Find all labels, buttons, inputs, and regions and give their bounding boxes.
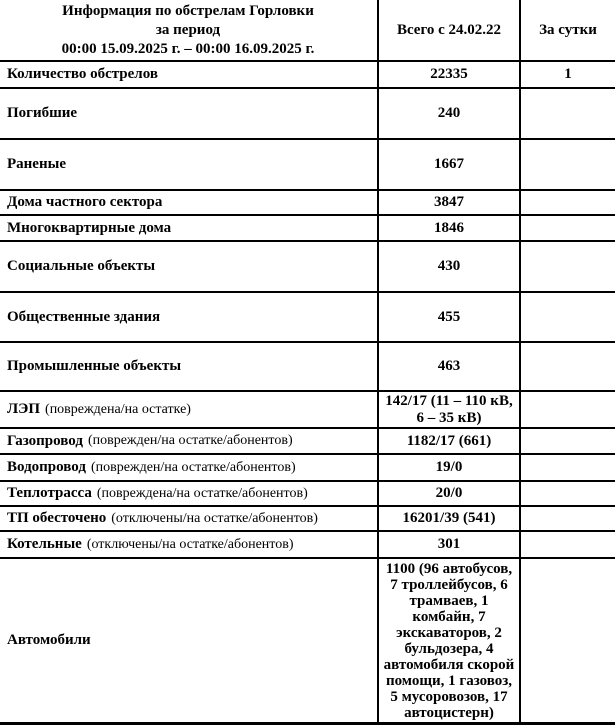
- table-title-line-1: Информация по обстрелам Горловки: [62, 2, 314, 19]
- row-label-killed: [0, 89, 377, 140]
- row-label-private-houses: [0, 191, 377, 216]
- column-header-total: Всего с 24.02.22: [377, 0, 521, 62]
- table-title-line-3: 00:00 15.09.2025 г. – 00:00 16.09.2025 г.: [61, 40, 315, 57]
- row-label-gas-pipeline: [0, 429, 377, 455]
- row-label-note: (отключены/на остатке/абонентов): [86, 536, 294, 552]
- total-cell: 240: [377, 89, 521, 140]
- row-label-note: (поврежден/на остатке/абонентов): [90, 459, 296, 475]
- row-label-note: (поврежден/на остатке/абонентов): [87, 433, 293, 449]
- row-label-text: Теплотрасса: [7, 485, 92, 502]
- daily-cell: [521, 89, 615, 140]
- row-label-note: (повреждена/на остатке/абонентов): [96, 485, 308, 501]
- daily-cell: [521, 532, 615, 559]
- row-label-text: Раненые: [7, 156, 66, 173]
- row-label-text: ТП обесточено: [7, 510, 107, 527]
- total-cell: 1100 (96 автобусов, 7 троллейбусов, 6 трамваев, 1 комбайн, 7 экскаваторов, 2 бульдозера, 4 автомобиля скорой помощи, 1 газовоз, 5 мусоровозов, 17 автоцистерн): [377, 559, 521, 725]
- total-cell: 430: [377, 242, 521, 293]
- row-label-text: Количество обстрелов: [7, 66, 158, 83]
- row-label-text: Дома частного сектора: [7, 194, 163, 211]
- row-label-public-buildings: [0, 293, 377, 343]
- row-label-heating-main: [0, 482, 377, 507]
- daily-cell: [521, 429, 615, 455]
- row-label-social-objects: [0, 242, 377, 293]
- row-label-transformer-substations: [0, 507, 377, 532]
- daily-cell: [521, 293, 615, 343]
- table-title: [0, 0, 377, 62]
- total-cell: 1182/17 (661): [377, 429, 521, 455]
- daily-cell: 1: [521, 62, 615, 89]
- daily-cell: [521, 455, 615, 482]
- total-cell: 455: [377, 293, 521, 343]
- total-cell: 463: [377, 343, 521, 392]
- row-label-water-pipeline: [0, 455, 377, 482]
- row-label-power-lines: [0, 392, 377, 429]
- daily-cell: [521, 507, 615, 532]
- row-label-text: Водопровод: [7, 459, 86, 476]
- row-label-text: Газопровод: [7, 432, 83, 449]
- row-label-industrial-objects: [0, 343, 377, 392]
- daily-cell: [521, 482, 615, 507]
- row-label-text: Многоквартирные дома: [7, 219, 172, 236]
- row-label-text: Котельные: [7, 536, 82, 553]
- row-label-shelling-count: [0, 62, 377, 89]
- daily-cell: [521, 343, 615, 392]
- row-label-note: (отключены/на остатке/абонентов): [111, 510, 318, 526]
- total-cell: 3847: [377, 191, 521, 216]
- total-cell: 19/0: [377, 455, 521, 482]
- daily-cell: [521, 559, 615, 725]
- total-cell: 1846: [377, 216, 521, 242]
- row-label-text: Социальные объекты: [7, 258, 156, 275]
- total-cell: 22335: [377, 62, 521, 89]
- column-header-daily: За сутки: [521, 0, 615, 62]
- row-label-apartment-buildings: [0, 216, 377, 242]
- row-label-wounded: [0, 140, 377, 191]
- daily-cell: [521, 216, 615, 242]
- total-cell: 142/17 (11 – 110 кВ, 6 – 35 кВ): [377, 392, 521, 429]
- row-label-boiler-houses: [0, 532, 377, 559]
- total-cell: 301: [377, 532, 521, 559]
- daily-cell: [521, 392, 615, 429]
- row-label-text: Автомобили: [7, 632, 91, 649]
- row-label-note: (повреждена/на остатке): [45, 401, 191, 417]
- daily-cell: [521, 191, 615, 216]
- row-label-text: Промышленные объекты: [7, 358, 182, 375]
- daily-cell: [521, 140, 615, 191]
- row-label-text: Общественные здания: [7, 308, 161, 325]
- daily-cell: [521, 242, 615, 293]
- row-label-text: ЛЭП: [7, 401, 41, 418]
- total-cell: 16201/39 (541): [377, 507, 521, 532]
- row-label-vehicles: [0, 559, 377, 725]
- total-cell: 1667: [377, 140, 521, 191]
- row-label-text: Погибшие: [7, 105, 78, 122]
- table-title-line-2: за период: [155, 21, 221, 38]
- total-cell: 20/0: [377, 482, 521, 507]
